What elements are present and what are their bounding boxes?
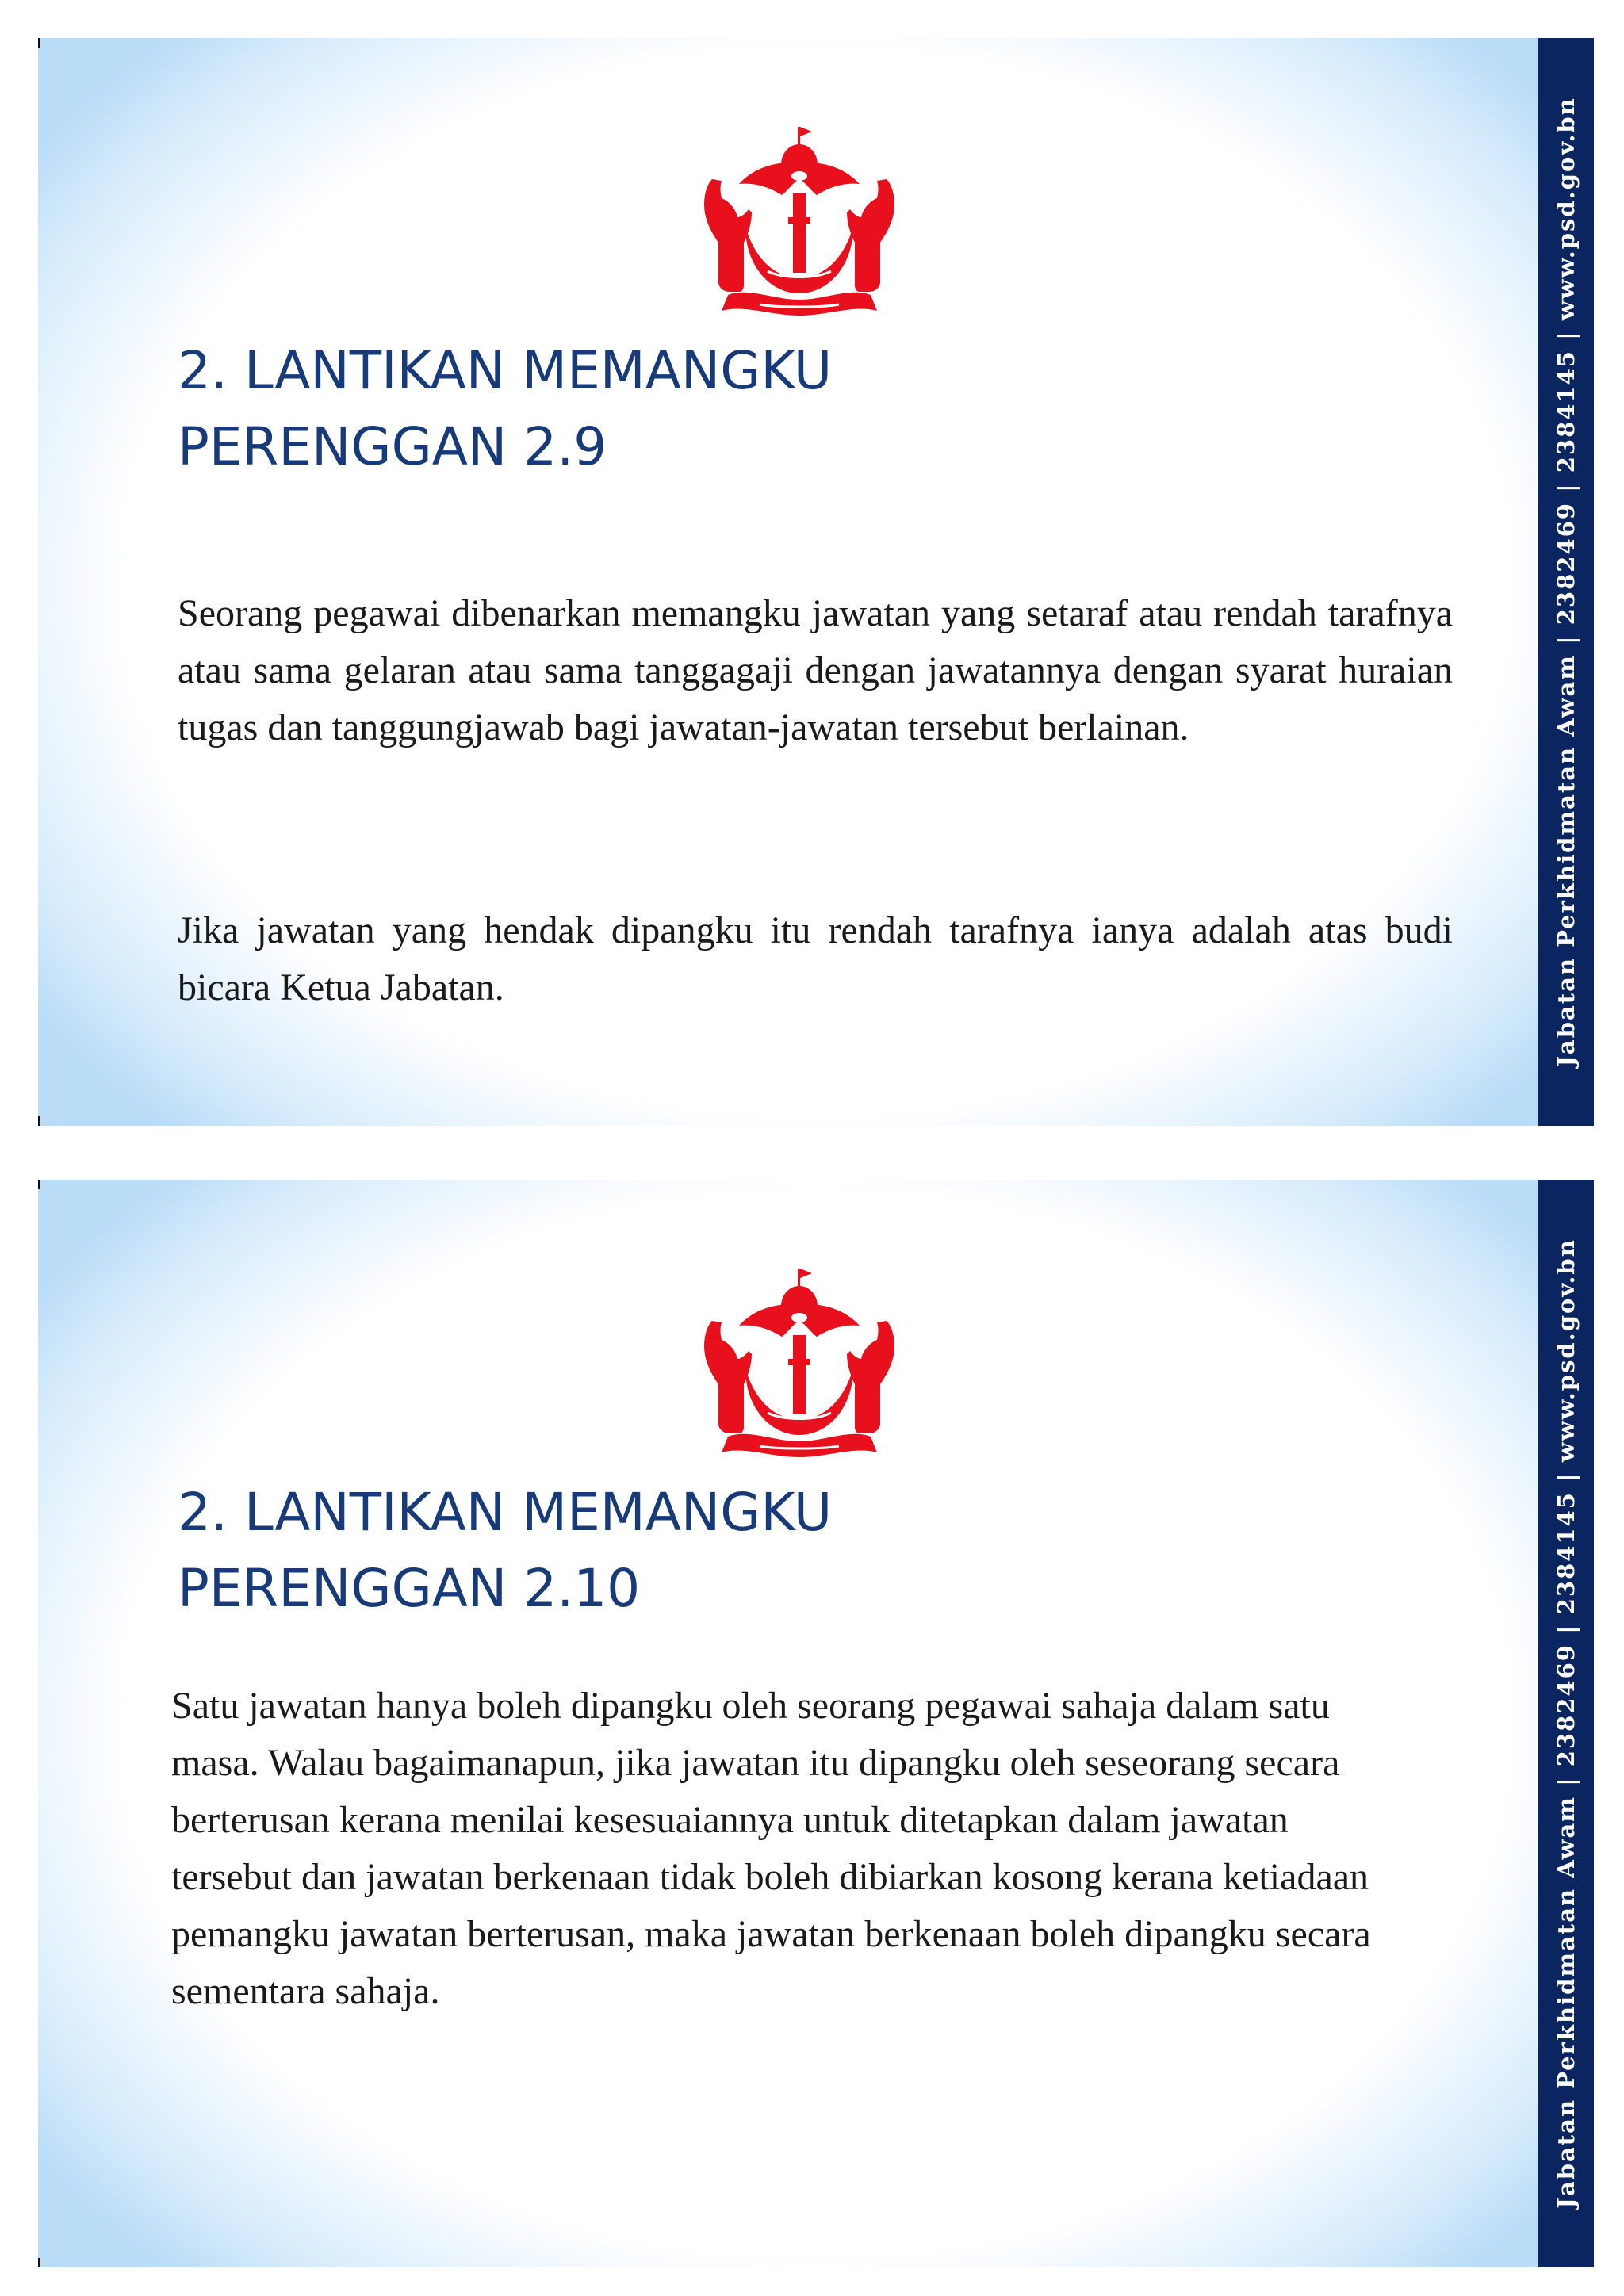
- sidebar-contact-text: Jabatan Perkhidmatan Awam | 2382469 | 2384145 | www.psd.gov.bn: [1553, 97, 1580, 1067]
- slide-2: [38, 1180, 1594, 2267]
- brunei-crest-icon: [672, 124, 926, 322]
- title-line-1: 2. LANTIKAN MEMANGKU: [178, 1482, 833, 1543]
- sidebar-contact-text: Jabatan Perkhidmatan Awam | 2382469 | 2384145 | www.psd.gov.bn: [1553, 1238, 1580, 2209]
- body-paragraph: Seorang pegawai dibenarkan memangku jawatan yang setaraf atau rendah tarafnya atau sama gelaran atau sama tanggagaji dengan jawatannya dengan syarat huraian tugas dan tanggungjawab bagi jawatan-jawatan tersebut berlainan.: [178, 592, 1453, 748]
- title-line-1: 2. LANTIKAN MEMANGKU: [178, 340, 833, 401]
- slide-title: [178, 333, 832, 485]
- title-line-2: PERENGGAN 2.9: [178, 416, 607, 477]
- body-paragraph: Jika jawatan yang hendak dipangku itu rendah tarafnya ianya adalah atas budi bicara Ketua Jabatan.: [178, 909, 1453, 1008]
- slide-title: [178, 1475, 832, 1627]
- title-line-2: PERENGGAN 2.10: [178, 1558, 641, 1619]
- body-paragraph: Satu jawatan hanya boleh dipangku oleh seorang pegawai sahaja dalam satu masa. Walau bagaimanapun, jika jawatan itu dipangku oleh seseorang secara berterusan kerana menilai kesesuaiannya untuk ditetapkan dalam jawatan tersebut dan jawatan berkenaan tidak boleh dibiarkan kosong kerana ketiadaan pemangku jawatan berterusan, maka jawatan berkenaan boleh dipangku secara sementara sahaja.: [171, 1685, 1371, 2012]
- crop-mark: [38, 1180, 40, 1189]
- crop-mark: [38, 38, 40, 48]
- crop-mark: [38, 2258, 40, 2267]
- sidebar-strip: [1538, 1180, 1594, 2267]
- crop-mark: [38, 1116, 40, 1126]
- sidebar-strip: [1538, 38, 1594, 1126]
- brunei-crest-icon: [672, 1265, 926, 1464]
- slide-1: [38, 38, 1594, 1126]
